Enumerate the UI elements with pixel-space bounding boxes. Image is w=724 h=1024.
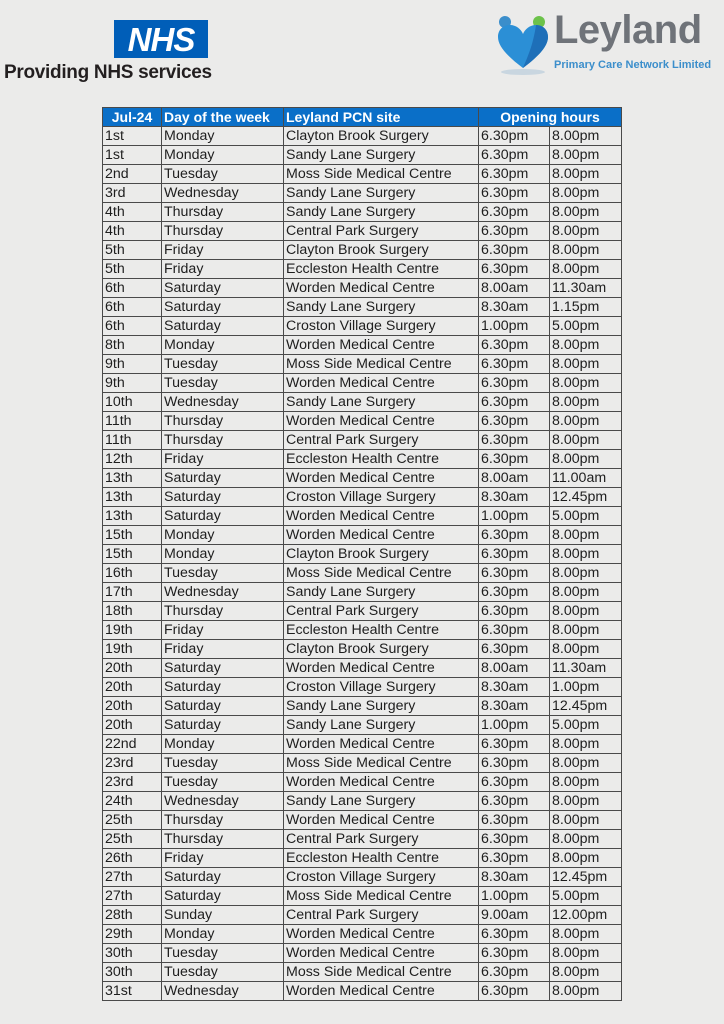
close-time-cell: 11.30am [550,659,622,678]
date-cell: 1st [103,127,162,146]
table-row [103,279,622,298]
close-time-cell: 8.00pm [550,127,622,146]
date-cell: 30th [103,944,162,963]
nhs-logo-text: NHS [127,20,195,58]
open-time-cell: 6.30pm [479,165,550,184]
site-cell: Sandy Lane Surgery [284,298,479,317]
table-row [103,260,622,279]
open-time-cell: 8.00am [479,279,550,298]
open-time-cell: 1.00pm [479,317,550,336]
date-cell: 18th [103,602,162,621]
site-cell: Clayton Brook Surgery [284,545,479,564]
pcn-logo-subtitle: Primary Care Network Limited [554,59,712,71]
site-cell: Eccleston Health Centre [284,260,479,279]
close-time-cell: 8.00pm [550,450,622,469]
site-cell: Clayton Brook Surgery [284,241,479,260]
site-cell: Sandy Lane Surgery [284,146,479,165]
day-cell: Monday [162,735,284,754]
close-time-cell: 8.00pm [550,184,622,203]
day-cell: Thursday [162,431,284,450]
day-cell: Thursday [162,203,284,222]
open-time-cell: 6.30pm [479,735,550,754]
site-cell: Worden Medical Centre [284,507,479,526]
table-row [103,963,622,982]
close-time-cell: 11.30am [550,279,622,298]
date-cell: 25th [103,811,162,830]
close-time-cell: 8.00pm [550,564,622,583]
day-cell: Friday [162,849,284,868]
close-time-cell: 1.15pm [550,298,622,317]
open-time-cell: 6.30pm [479,203,550,222]
day-cell: Tuesday [162,564,284,583]
close-time-cell: 8.00pm [550,222,622,241]
site-cell: Moss Side Medical Centre [284,564,479,583]
open-time-cell: 6.30pm [479,849,550,868]
table-row [103,792,622,811]
close-time-cell: 11.00am [550,469,622,488]
table-row [103,526,622,545]
table-row [103,678,622,697]
close-time-cell: 8.00pm [550,526,622,545]
close-time-cell: 12.00pm [550,906,622,925]
date-cell: 4th [103,222,162,241]
close-time-cell: 8.00pm [550,336,622,355]
nhs-logo [114,20,208,58]
day-cell: Wednesday [162,393,284,412]
site-cell: Worden Medical Centre [284,526,479,545]
site-cell: Eccleston Health Centre [284,450,479,469]
day-cell: Monday [162,127,284,146]
day-cell: Wednesday [162,583,284,602]
date-cell: 20th [103,716,162,735]
table-row [103,640,622,659]
close-time-cell: 8.00pm [550,165,622,184]
close-time-cell: 12.45pm [550,868,622,887]
date-cell: 20th [103,659,162,678]
table-row [103,165,622,184]
site-cell: Moss Side Medical Centre [284,355,479,374]
day-cell: Sunday [162,906,284,925]
table-row [103,811,622,830]
site-cell: Central Park Surgery [284,222,479,241]
table-row [103,830,622,849]
day-cell: Thursday [162,830,284,849]
table-row [103,336,622,355]
table-row [103,754,622,773]
header-site: Leyland PCN site [284,108,479,127]
table-row [103,393,622,412]
close-time-cell: 1.00pm [550,678,622,697]
day-cell: Monday [162,336,284,355]
open-time-cell: 8.00am [479,659,550,678]
open-time-cell: 6.30pm [479,792,550,811]
day-cell: Tuesday [162,374,284,393]
date-cell: 9th [103,355,162,374]
open-time-cell: 6.30pm [479,602,550,621]
close-time-cell: 8.00pm [550,355,622,374]
open-time-cell: 1.00pm [479,887,550,906]
date-cell: 5th [103,260,162,279]
site-cell: Worden Medical Centre [284,469,479,488]
close-time-cell: 8.00pm [550,925,622,944]
date-cell: 28th [103,906,162,925]
close-time-cell: 8.00pm [550,412,622,431]
site-cell: Sandy Lane Surgery [284,583,479,602]
day-cell: Friday [162,640,284,659]
close-time-cell: 8.00pm [550,792,622,811]
close-time-cell: 8.00pm [550,602,622,621]
site-cell: Clayton Brook Surgery [284,127,479,146]
date-cell: 20th [103,678,162,697]
day-cell: Saturday [162,697,284,716]
date-cell: 25th [103,830,162,849]
site-cell: Sandy Lane Surgery [284,393,479,412]
date-cell: 26th [103,849,162,868]
open-time-cell: 6.30pm [479,925,550,944]
table-row [103,982,622,1001]
day-cell: Saturday [162,659,284,678]
close-time-cell: 8.00pm [550,982,622,1001]
open-time-cell: 6.30pm [479,583,550,602]
site-cell: Moss Side Medical Centre [284,754,479,773]
open-time-cell: 8.30am [479,697,550,716]
date-cell: 6th [103,317,162,336]
open-time-cell: 6.30pm [479,336,550,355]
table-row [103,450,622,469]
site-cell: Sandy Lane Surgery [284,697,479,716]
open-time-cell: 6.30pm [479,412,550,431]
opening-hours-table [102,107,622,1001]
site-cell: Worden Medical Centre [284,412,479,431]
header-opening-hours: Opening hours [479,108,622,127]
open-time-cell: 6.30pm [479,393,550,412]
table-row [103,298,622,317]
day-cell: Tuesday [162,355,284,374]
open-time-cell: 8.00am [479,469,550,488]
close-time-cell: 8.00pm [550,735,622,754]
close-time-cell: 5.00pm [550,507,622,526]
open-time-cell: 6.30pm [479,754,550,773]
site-cell: Croston Village Surgery [284,678,479,697]
table-row [103,146,622,165]
site-cell: Worden Medical Centre [284,374,479,393]
day-cell: Saturday [162,279,284,298]
close-time-cell: 5.00pm [550,716,622,735]
date-cell: 23rd [103,773,162,792]
open-time-cell: 9.00am [479,906,550,925]
table-row [103,374,622,393]
day-cell: Thursday [162,811,284,830]
table-row [103,583,622,602]
table-body [103,127,622,1001]
table-row [103,659,622,678]
table-row [103,564,622,583]
site-cell: Sandy Lane Surgery [284,716,479,735]
site-cell: Worden Medical Centre [284,735,479,754]
close-time-cell: 8.00pm [550,640,622,659]
date-cell: 5th [103,241,162,260]
close-time-cell: 8.00pm [550,849,622,868]
open-time-cell: 6.30pm [479,640,550,659]
close-time-cell: 12.45pm [550,697,622,716]
table-row [103,469,622,488]
day-cell: Friday [162,450,284,469]
table-row [103,906,622,925]
table-row [103,355,622,374]
day-cell: Tuesday [162,754,284,773]
site-cell: Croston Village Surgery [284,868,479,887]
close-time-cell: 8.00pm [550,811,622,830]
day-cell: Saturday [162,868,284,887]
table-row [103,716,622,735]
open-time-cell: 8.30am [479,298,550,317]
site-cell: Moss Side Medical Centre [284,165,479,184]
day-cell: Friday [162,241,284,260]
day-cell: Saturday [162,678,284,697]
open-time-cell: 1.00pm [479,507,550,526]
date-cell: 2nd [103,165,162,184]
open-time-cell: 6.30pm [479,982,550,1001]
close-time-cell: 8.00pm [550,773,622,792]
close-time-cell: 5.00pm [550,317,622,336]
day-cell: Tuesday [162,165,284,184]
close-time-cell: 8.00pm [550,146,622,165]
site-cell: Sandy Lane Surgery [284,203,479,222]
date-cell: 15th [103,545,162,564]
open-time-cell: 6.30pm [479,545,550,564]
date-cell: 1st [103,146,162,165]
open-time-cell: 6.30pm [479,260,550,279]
table-row [103,203,622,222]
date-cell: 30th [103,963,162,982]
day-cell: Saturday [162,716,284,735]
site-cell: Worden Medical Centre [284,944,479,963]
site-cell: Sandy Lane Surgery [284,792,479,811]
open-time-cell: 6.30pm [479,184,550,203]
table-row [103,944,622,963]
day-cell: Monday [162,925,284,944]
date-cell: 10th [103,393,162,412]
site-cell: Worden Medical Centre [284,811,479,830]
open-time-cell: 6.30pm [479,621,550,640]
open-time-cell: 6.30pm [479,944,550,963]
open-time-cell: 8.30am [479,868,550,887]
table-row [103,868,622,887]
close-time-cell: 8.00pm [550,431,622,450]
table-row [103,545,622,564]
date-cell: 13th [103,507,162,526]
day-cell: Saturday [162,887,284,906]
date-cell: 19th [103,621,162,640]
table-row [103,222,622,241]
date-cell: 9th [103,374,162,393]
day-cell: Friday [162,260,284,279]
open-time-cell: 6.30pm [479,222,550,241]
day-cell: Wednesday [162,184,284,203]
day-cell: Saturday [162,488,284,507]
open-time-cell: 6.30pm [479,431,550,450]
day-cell: Monday [162,526,284,545]
day-cell: Thursday [162,602,284,621]
day-cell: Friday [162,621,284,640]
day-cell: Wednesday [162,792,284,811]
site-cell: Worden Medical Centre [284,336,479,355]
table-row [103,735,622,754]
table-row [103,697,622,716]
date-cell: 16th [103,564,162,583]
pcn-logo-name: Leyland [554,8,702,52]
day-cell: Wednesday [162,982,284,1001]
date-cell: 6th [103,279,162,298]
day-cell: Saturday [162,298,284,317]
site-cell: Moss Side Medical Centre [284,887,479,906]
site-cell: Worden Medical Centre [284,925,479,944]
table-row [103,507,622,526]
date-cell: 11th [103,412,162,431]
table-row [103,412,622,431]
date-cell: 6th [103,298,162,317]
date-cell: 31st [103,982,162,1001]
heart-logo-icon [497,14,549,78]
open-time-cell: 6.30pm [479,127,550,146]
close-time-cell: 8.00pm [550,203,622,222]
date-cell: 29th [103,925,162,944]
day-cell: Monday [162,545,284,564]
nhs-tagline: Providing NHS services [4,62,212,83]
site-cell: Croston Village Surgery [284,488,479,507]
table-row [103,184,622,203]
date-cell: 3rd [103,184,162,203]
header-day: Day of the week [162,108,284,127]
site-cell: Central Park Surgery [284,602,479,621]
day-cell: Saturday [162,317,284,336]
site-cell: Moss Side Medical Centre [284,963,479,982]
open-time-cell: 6.30pm [479,963,550,982]
site-cell: Eccleston Health Centre [284,621,479,640]
open-time-cell: 8.30am [479,488,550,507]
day-cell: Thursday [162,222,284,241]
open-time-cell: 6.30pm [479,830,550,849]
open-time-cell: 1.00pm [479,716,550,735]
day-cell: Tuesday [162,773,284,792]
close-time-cell: 8.00pm [550,260,622,279]
site-cell: Worden Medical Centre [284,279,479,298]
close-time-cell: 8.00pm [550,830,622,849]
table-row [103,431,622,450]
close-time-cell: 8.00pm [550,621,622,640]
table-row [103,773,622,792]
date-cell: 19th [103,640,162,659]
date-cell: 13th [103,488,162,507]
close-time-cell: 8.00pm [550,393,622,412]
open-time-cell: 8.30am [479,678,550,697]
site-cell: Worden Medical Centre [284,982,479,1001]
date-cell: 20th [103,697,162,716]
site-cell: Worden Medical Centre [284,659,479,678]
open-time-cell: 6.30pm [479,374,550,393]
date-cell: 27th [103,887,162,906]
open-time-cell: 6.30pm [479,526,550,545]
date-cell: 8th [103,336,162,355]
header-month: Jul-24 [103,108,162,127]
table-row [103,127,622,146]
day-cell: Tuesday [162,944,284,963]
close-time-cell: 12.45pm [550,488,622,507]
day-cell: Tuesday [162,963,284,982]
site-cell: Sandy Lane Surgery [284,184,479,203]
table-row [103,849,622,868]
open-time-cell: 6.30pm [479,355,550,374]
close-time-cell: 8.00pm [550,754,622,773]
close-time-cell: 5.00pm [550,887,622,906]
day-cell: Saturday [162,469,284,488]
close-time-cell: 8.00pm [550,963,622,982]
close-time-cell: 8.00pm [550,241,622,260]
site-cell: Croston Village Surgery [284,317,479,336]
date-cell: 27th [103,868,162,887]
site-cell: Central Park Surgery [284,830,479,849]
date-cell: 15th [103,526,162,545]
date-cell: 24th [103,792,162,811]
date-cell: 4th [103,203,162,222]
date-cell: 17th [103,583,162,602]
open-time-cell: 6.30pm [479,241,550,260]
close-time-cell: 8.00pm [550,374,622,393]
day-cell: Monday [162,146,284,165]
table-row [103,241,622,260]
close-time-cell: 8.00pm [550,545,622,564]
site-cell: Clayton Brook Surgery [284,640,479,659]
table-header-row [103,108,622,127]
day-cell: Saturday [162,507,284,526]
site-cell: Central Park Surgery [284,906,479,925]
table-row [103,887,622,906]
site-cell: Central Park Surgery [284,431,479,450]
open-time-cell: 6.30pm [479,146,550,165]
date-cell: 13th [103,469,162,488]
table-row [103,925,622,944]
date-cell: 11th [103,431,162,450]
open-time-cell: 6.30pm [479,811,550,830]
open-time-cell: 6.30pm [479,773,550,792]
table-row [103,317,622,336]
table-row [103,488,622,507]
date-cell: 22nd [103,735,162,754]
site-cell: Worden Medical Centre [284,773,479,792]
table-row [103,621,622,640]
open-time-cell: 6.30pm [479,450,550,469]
date-cell: 12th [103,450,162,469]
close-time-cell: 8.00pm [550,944,622,963]
date-cell: 23rd [103,754,162,773]
open-time-cell: 6.30pm [479,564,550,583]
day-cell: Thursday [162,412,284,431]
close-time-cell: 8.00pm [550,583,622,602]
table-row [103,602,622,621]
site-cell: Eccleston Health Centre [284,849,479,868]
